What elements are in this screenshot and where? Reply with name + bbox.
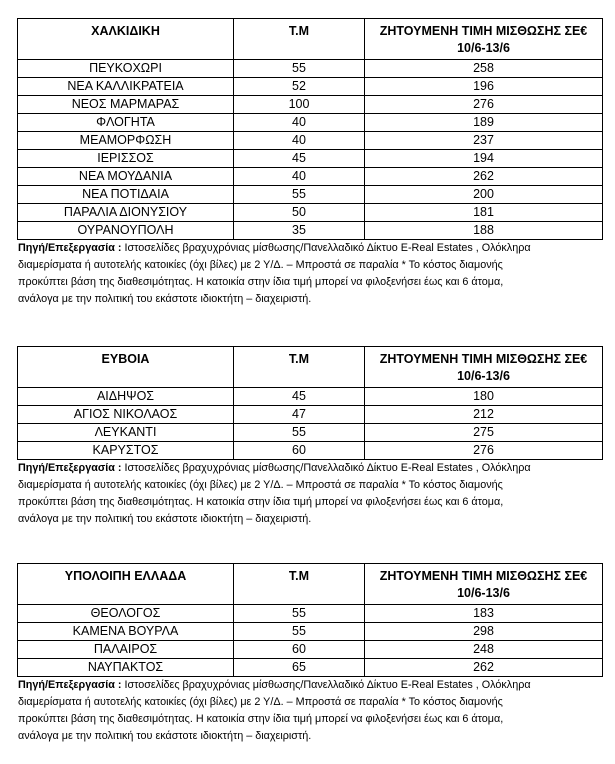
place-cell: ΝΑΥΠΑΚΤΟΣ <box>18 659 234 677</box>
price-cell: 196 <box>365 78 603 96</box>
place-cell: ΚΑΜΕΝΑ ΒΟΥΡΛΑ <box>18 623 234 641</box>
place-cell: ΚΑΡΥΣΤΟΣ <box>18 442 234 460</box>
sqm-cell: 47 <box>234 406 365 424</box>
place-cell: ΝΕΑ ΠΟΤΙΔΑΙΑ <box>18 186 234 204</box>
section-evia <box>17 346 603 528</box>
place-cell: ΙΕΡΙΣΣΟΣ <box>18 150 234 168</box>
section-chalkidiki <box>17 18 603 308</box>
price-cell: 262 <box>365 168 603 186</box>
table-row <box>18 96 603 114</box>
sqm-cell: 65 <box>234 659 365 677</box>
table-row <box>18 406 603 424</box>
price-header-line2: 10/6-13/6 <box>457 41 510 55</box>
place-cell: ΝΕΑ ΚΑΛΛΙΚΡΑΤΕΙΑ <box>18 78 234 96</box>
sqm-cell: 45 <box>234 150 365 168</box>
place-cell: ΝΕΟΣ ΜΑΡΜΑΡΑΣ <box>18 96 234 114</box>
table-row <box>18 605 603 623</box>
price-cell: 276 <box>365 442 603 460</box>
price-cell: 298 <box>365 623 603 641</box>
price-header-line1: ΖΗΤΟΥΜΕΝΗ ΤΙΜΗ ΜΙΣΘΩΣΗΣ ΣΕ€ <box>379 569 588 583</box>
table-header-row <box>18 347 603 388</box>
sqm-cell: 55 <box>234 186 365 204</box>
price-cell: 275 <box>365 424 603 442</box>
source-note-line3: προκύπτει βάση της διαθεσιμότητας. Η κατοικία στην ίδια τιμή μπορεί να φιλοξενήσει έως και 6 άτομα, <box>18 713 504 725</box>
table-row <box>18 150 603 168</box>
sqm-cell: 60 <box>234 641 365 659</box>
table-row <box>18 641 603 659</box>
table-row <box>18 424 603 442</box>
price-header-line2: 10/6-13/6 <box>457 586 510 600</box>
sqm-cell: 35 <box>234 222 365 240</box>
price-cell: 262 <box>365 659 603 677</box>
price-cell: 200 <box>365 186 603 204</box>
price-table-rest-of-greece <box>17 563 603 677</box>
section-rest-of-greece <box>17 563 603 745</box>
source-note-line2: διαμερίσματα ή αυτοτελής κατοικίες (όχι βίλες) με 2 Υ/Δ. – Μπροστά σε παραλία * Το κόστος διαμονής <box>18 696 503 708</box>
table-header-row <box>18 564 603 605</box>
source-note <box>17 677 615 745</box>
place-cell: ΘΕΟΛΟΓΟΣ <box>18 605 234 623</box>
sqm-cell: 45 <box>234 388 365 406</box>
source-note-label: Πηγή/Επεξεργασία : <box>18 242 122 254</box>
price-header <box>365 564 603 605</box>
price-cell: 258 <box>365 60 603 78</box>
table-row <box>18 114 603 132</box>
sqm-cell: 40 <box>234 132 365 150</box>
price-cell: 237 <box>365 132 603 150</box>
place-cell: ΝΕΑ ΜΟΥΔΑΝΙΑ <box>18 168 234 186</box>
price-cell: 180 <box>365 388 603 406</box>
table-row <box>18 222 603 240</box>
table-row <box>18 168 603 186</box>
sqm-cell: 40 <box>234 168 365 186</box>
price-cell: 194 <box>365 150 603 168</box>
sqm-cell: 52 <box>234 78 365 96</box>
sqm-cell: 60 <box>234 442 365 460</box>
price-cell: 188 <box>365 222 603 240</box>
place-cell: ΑΓΙΟΣ ΝΙΚΟΛΑΟΣ <box>18 406 234 424</box>
source-note-line4: ανάλογα με την πολιτική του εκάστοτε ιδιοκτήτη – διαχειριστή. <box>18 730 312 742</box>
sqm-cell: 55 <box>234 424 365 442</box>
table-header-row <box>18 19 603 60</box>
place-cell: ΑΙΔΗΨΟΣ <box>18 388 234 406</box>
source-note-line2: διαμερίσματα ή αυτοτελής κατοικίες (όχι βίλες) με 2 Υ/Δ. – Μπροστά σε παραλία * Το κόστος διαμονής <box>18 479 503 491</box>
table-row <box>18 78 603 96</box>
place-cell: ΠΕΥΚΟΧΩΡΙ <box>18 60 234 78</box>
price-cell: 181 <box>365 204 603 222</box>
place-cell: ΠΑΡΑΛΙΑ ΔΙΟΝΥΣΙΟΥ <box>18 204 234 222</box>
place-cell: ΠΑΛΑΙΡΟΣ <box>18 641 234 659</box>
source-note-label: Πηγή/Επεξεργασία : <box>18 679 122 691</box>
price-cell: 248 <box>365 641 603 659</box>
region-header: ΧΑΛΚΙΔΙΚΗ <box>18 19 234 60</box>
price-cell: 212 <box>365 406 603 424</box>
source-note <box>17 240 615 308</box>
source-note-line3: προκύπτει βάση της διαθεσιμότητας. Η κατοικία στην ίδια τιμή μπορεί να φιλοξενήσει έως και 6 άτομα, <box>18 496 504 508</box>
table-row <box>18 388 603 406</box>
sqm-cell: 55 <box>234 623 365 641</box>
table-row <box>18 132 603 150</box>
place-cell: ΦΛΟΓΗΤΑ <box>18 114 234 132</box>
source-note-line1: Ιστοσελίδες βραχυχρόνιας μίσθωσης/Πανελλαδικό Δίκτυο E-Real Estates , Ολόκληρα <box>124 679 531 691</box>
region-header: ΥΠΟΛΟΙΠΗ ΕΛΛΑΔΑ <box>18 564 234 605</box>
price-header-line1: ΖΗΤΟΥΜΕΝΗ ΤΙΜΗ ΜΙΣΘΩΣΗΣ ΣΕ€ <box>379 352 588 366</box>
sqm-header: Τ.Μ <box>234 347 365 388</box>
price-header-line2: 10/6-13/6 <box>457 369 510 383</box>
source-note-line1: Ιστοσελίδες βραχυχρόνιας μίσθωσης/Πανελλαδικό Δίκτυο E-Real Estates , Ολόκληρα <box>124 462 531 474</box>
place-cell: ΟΥΡΑΝΟΥΠΟΛΗ <box>18 222 234 240</box>
source-note-line2: διαμερίσματα ή αυτοτελής κατοικίες (όχι βίλες) με 2 Υ/Δ. – Μπροστά σε παραλία * Το κόστος διαμονής <box>18 259 503 271</box>
table-row <box>18 60 603 78</box>
table-row <box>18 659 603 677</box>
price-header <box>365 19 603 60</box>
price-table-evia <box>17 346 603 460</box>
table-row <box>18 204 603 222</box>
table-row <box>18 442 603 460</box>
sqm-cell: 40 <box>234 114 365 132</box>
place-cell: ΜΕΑΜΟΡΦΩΣΗ <box>18 132 234 150</box>
sqm-header: Τ.Μ <box>234 564 365 605</box>
price-header-line1: ΖΗΤΟΥΜΕΝΗ ΤΙΜΗ ΜΙΣΘΩΣΗΣ ΣΕ€ <box>379 24 588 38</box>
source-note-line4: ανάλογα με την πολιτική του εκάστοτε ιδιοκτήτη – διαχειριστή. <box>18 513 312 525</box>
sqm-cell: 55 <box>234 60 365 78</box>
place-cell: ΛΕΥΚΑΝΤΙ <box>18 424 234 442</box>
region-header: ΕΥΒΟΙΑ <box>18 347 234 388</box>
price-cell: 276 <box>365 96 603 114</box>
price-table-chalkidiki <box>17 18 603 240</box>
price-header <box>365 347 603 388</box>
price-cell: 189 <box>365 114 603 132</box>
sqm-cell: 50 <box>234 204 365 222</box>
source-note <box>17 460 615 528</box>
source-note-label: Πηγή/Επεξεργασία : <box>18 462 122 474</box>
sqm-cell: 100 <box>234 96 365 114</box>
table-row <box>18 186 603 204</box>
sqm-cell: 55 <box>234 605 365 623</box>
source-note-line1: Ιστοσελίδες βραχυχρόνιας μίσθωσης/Πανελλαδικό Δίκτυο E-Real Estates , Ολόκληρα <box>124 242 531 254</box>
source-note-line4: ανάλογα με την πολιτική του εκάστοτε ιδιοκτήτη – διαχειριστή. <box>18 293 312 305</box>
sqm-header: Τ.Μ <box>234 19 365 60</box>
source-note-line3: προκύπτει βάση της διαθεσιμότητας. Η κατοικία στην ίδια τιμή μπορεί να φιλοξενήσει έως και 6 άτομα, <box>18 276 504 288</box>
table-row <box>18 623 603 641</box>
price-cell: 183 <box>365 605 603 623</box>
